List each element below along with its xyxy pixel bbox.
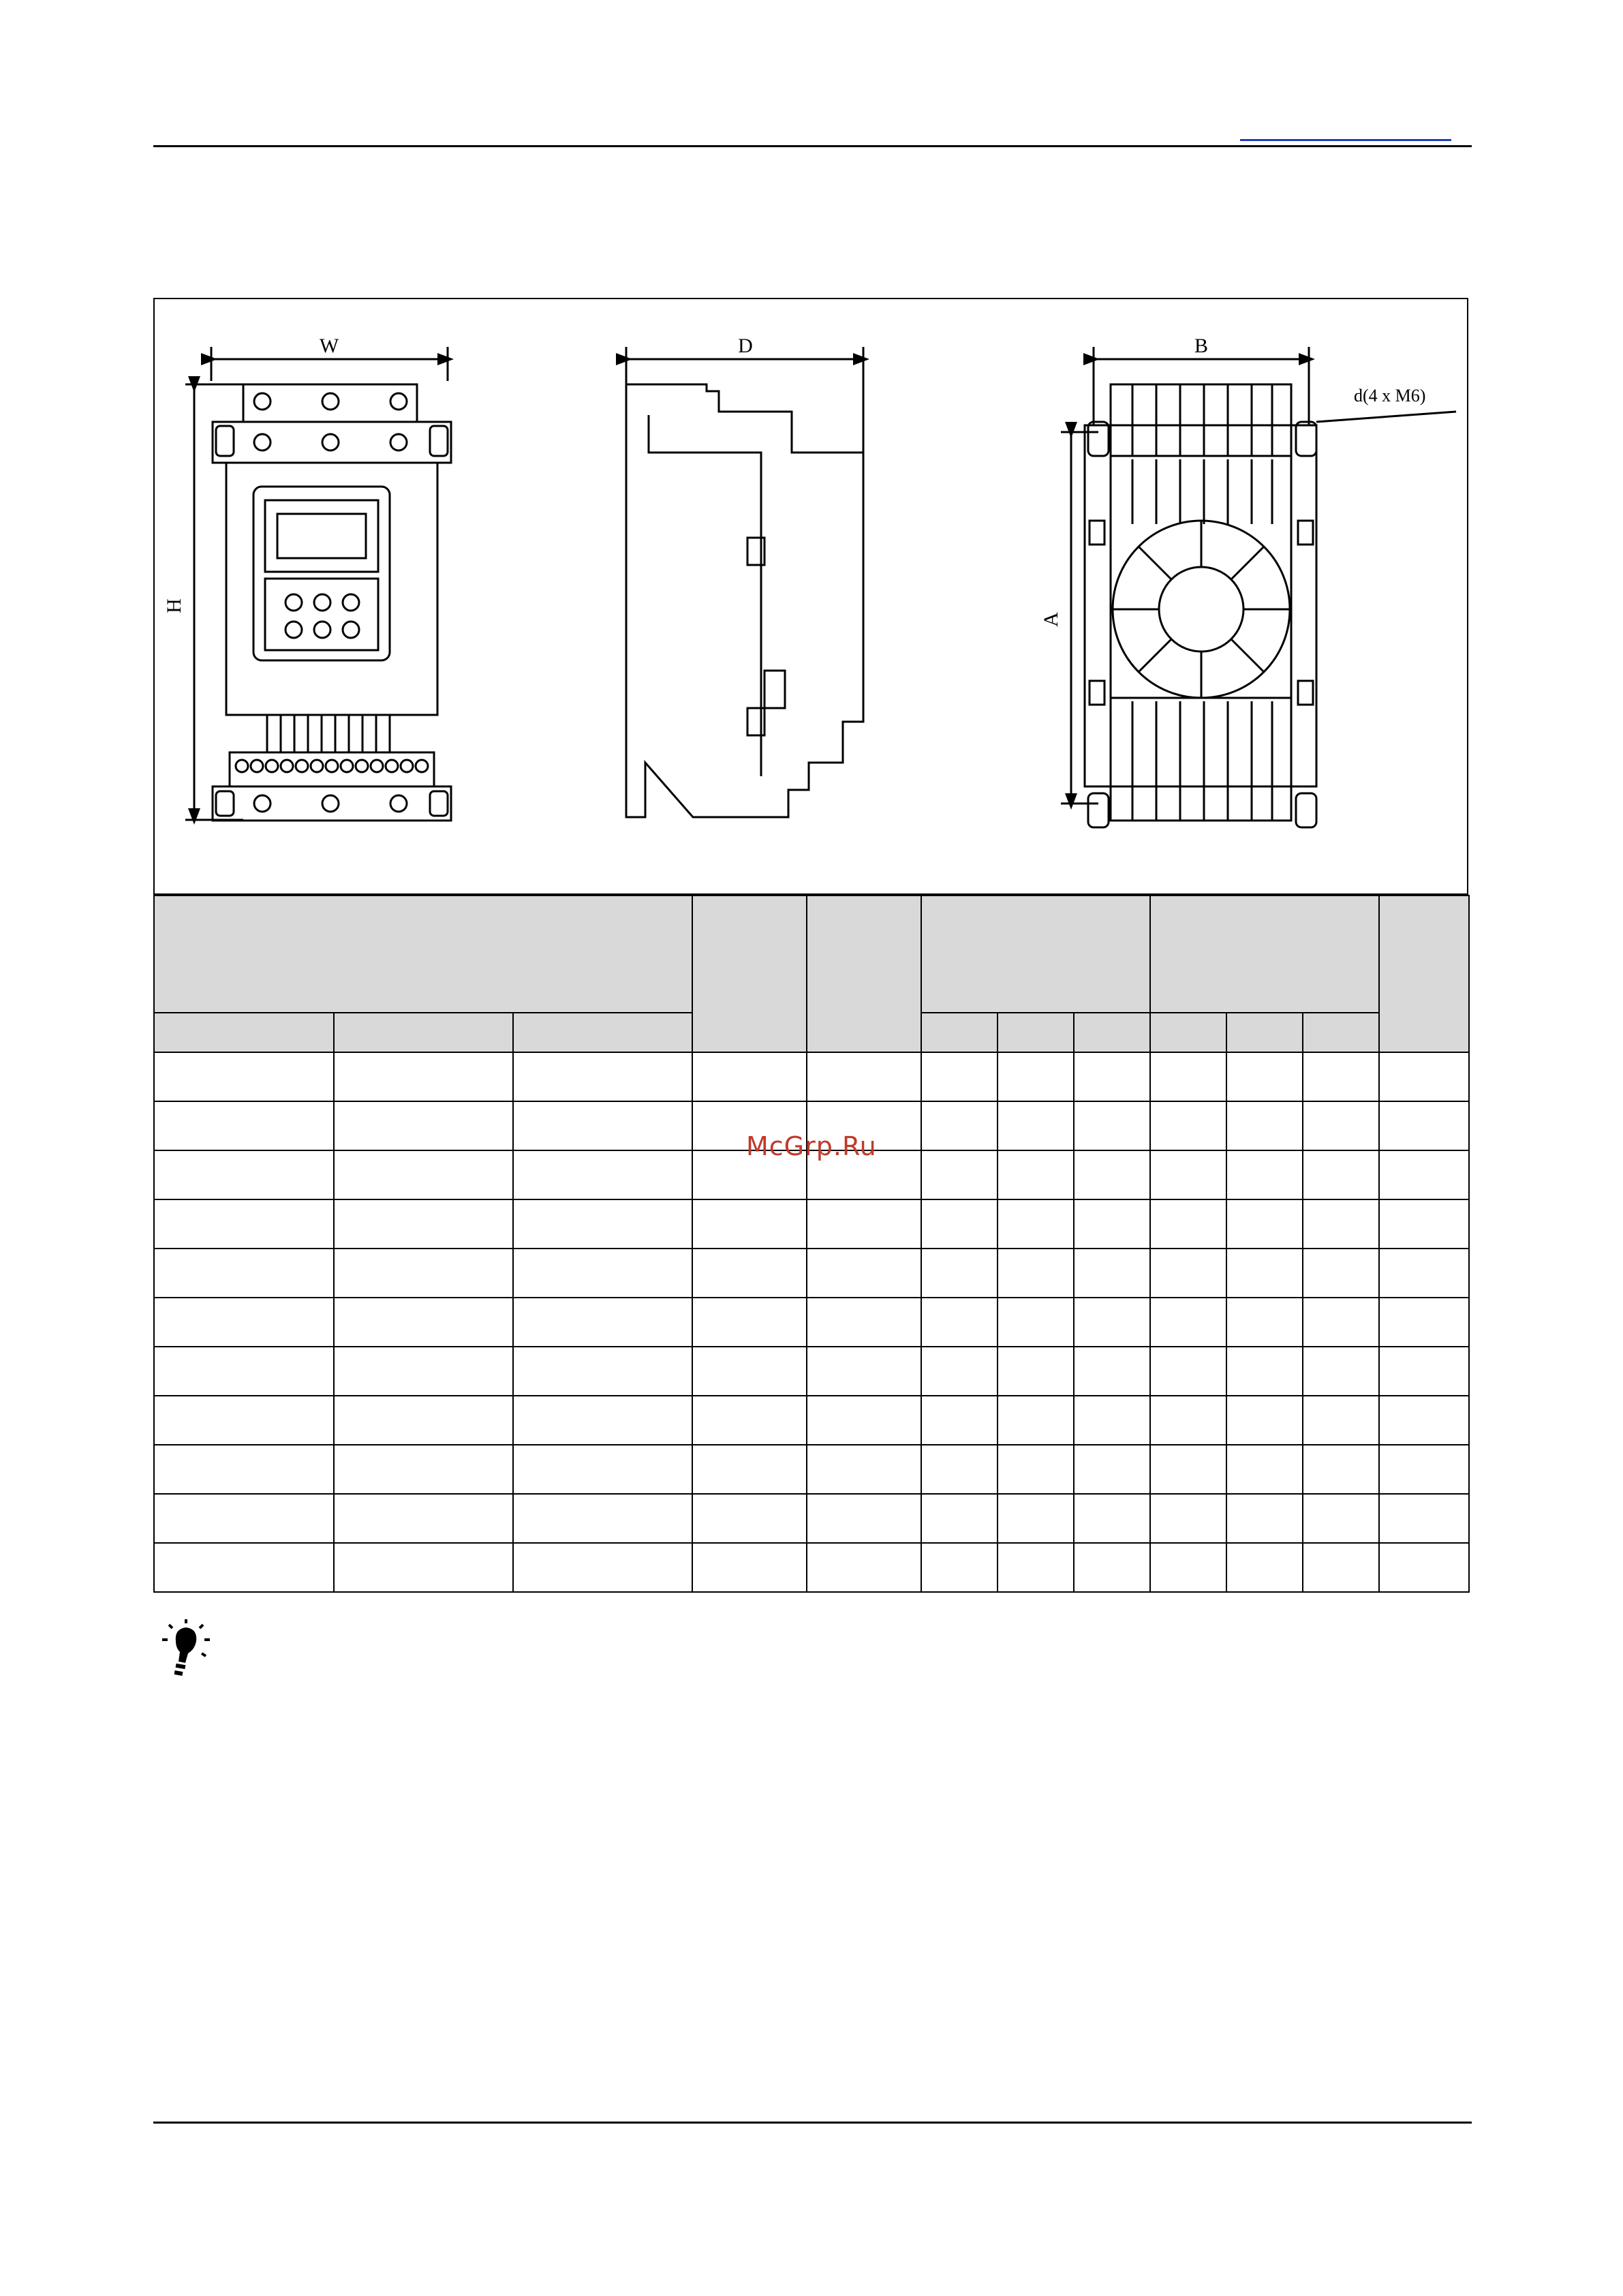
- table-cell: [807, 1052, 921, 1101]
- table-cell: [334, 1445, 513, 1494]
- table-cell: [692, 1249, 807, 1298]
- table-cell: [1379, 1052, 1469, 1101]
- table-cell: [1074, 1298, 1150, 1347]
- table-cell: [1226, 1199, 1303, 1249]
- table-cell: [1150, 1494, 1226, 1543]
- table-cell: [692, 1494, 807, 1543]
- subheader-cell: [1074, 1013, 1150, 1052]
- table-cell: [1074, 1494, 1150, 1543]
- table-cell: [1379, 1298, 1469, 1347]
- header-group-2: [1150, 896, 1379, 1013]
- table-cell: [1226, 1052, 1303, 1101]
- lightbulb-tip-icon: [155, 1614, 220, 1685]
- table-cell: [1150, 1101, 1226, 1150]
- table-cell: [1226, 1101, 1303, 1150]
- table-cell: [807, 1445, 921, 1494]
- table-cell: [921, 1347, 998, 1396]
- table-cell: [1226, 1347, 1303, 1396]
- table-row: [154, 1347, 1469, 1396]
- table-cell: [1303, 1445, 1379, 1494]
- table-cell: [1150, 1249, 1226, 1298]
- table-cell: [1303, 1249, 1379, 1298]
- table-cell: [692, 1445, 807, 1494]
- table-cell: [998, 1199, 1074, 1249]
- table-cell: [513, 1249, 692, 1298]
- table-cell: [1150, 1150, 1226, 1199]
- header-col-4: [692, 896, 807, 1052]
- table-cell: [1074, 1396, 1150, 1445]
- table-cell: [998, 1052, 1074, 1101]
- table-cell: [1074, 1101, 1150, 1150]
- hole-label: d(4 x M6): [1354, 386, 1426, 405]
- table-cell: [513, 1445, 692, 1494]
- table-cell: [154, 1494, 334, 1543]
- table-cell: [1226, 1396, 1303, 1445]
- table-cell: [334, 1150, 513, 1199]
- table-cell: [998, 1445, 1074, 1494]
- rear-view: [1061, 347, 1456, 827]
- table-cell: [334, 1199, 513, 1249]
- table-cell: [1379, 1101, 1469, 1150]
- table-row: [154, 1199, 1469, 1249]
- table-cell: [154, 1150, 334, 1199]
- subheader-cell: [921, 1013, 998, 1052]
- table-cell: [334, 1298, 513, 1347]
- table-cell: [807, 1396, 921, 1445]
- table-cell: [1074, 1052, 1150, 1101]
- table-cell: [807, 1298, 921, 1347]
- table-cell: [921, 1298, 998, 1347]
- table-cell: [1074, 1347, 1150, 1396]
- table-cell: [1150, 1543, 1226, 1592]
- table-cell: [807, 1543, 921, 1592]
- side-view: [626, 347, 863, 817]
- table-cell: [154, 1543, 334, 1592]
- table-cell: [1303, 1494, 1379, 1543]
- table-row: [154, 1445, 1469, 1494]
- height-label: H: [163, 598, 185, 613]
- table-cell: [998, 1396, 1074, 1445]
- dimension-figure: [153, 298, 1468, 895]
- table-cell: [1226, 1150, 1303, 1199]
- table-cell: [513, 1101, 692, 1150]
- table-cell: [154, 1298, 334, 1347]
- table-row: [154, 1298, 1469, 1347]
- table-cell: [1226, 1445, 1303, 1494]
- table-cell: [513, 1052, 692, 1101]
- header-col-5: [807, 896, 921, 1052]
- header-rule: [153, 145, 1472, 147]
- table-row: [154, 1396, 1469, 1445]
- table-cell: [1074, 1445, 1150, 1494]
- table-cell: [513, 1494, 692, 1543]
- table-cell: [1150, 1298, 1226, 1347]
- table-cell: [1303, 1396, 1379, 1445]
- rear-height-label: A: [1040, 612, 1062, 627]
- table-cell: [513, 1347, 692, 1396]
- table-cell: [921, 1150, 998, 1199]
- header-group-1: [921, 896, 1150, 1013]
- table-cell: [807, 1199, 921, 1249]
- table-cell: [1303, 1150, 1379, 1199]
- width-label: W: [319, 335, 339, 357]
- dimension-table: [153, 895, 1470, 1593]
- table-cell: [334, 1396, 513, 1445]
- table-cell: [1303, 1101, 1379, 1150]
- table-cell: [692, 1199, 807, 1249]
- table-cell: [921, 1199, 998, 1249]
- table-cell: [998, 1347, 1074, 1396]
- table-cell: [807, 1249, 921, 1298]
- table-cell: [334, 1101, 513, 1150]
- table-row: [154, 1249, 1469, 1298]
- table-cell: [1303, 1543, 1379, 1592]
- table-cell: [1379, 1199, 1469, 1249]
- table-cell: [692, 1052, 807, 1101]
- footer-rule: [153, 2122, 1472, 2124]
- table-cell: [807, 1347, 921, 1396]
- table-cell: [513, 1199, 692, 1249]
- table-cell: [998, 1249, 1074, 1298]
- table-cell: [334, 1052, 513, 1101]
- table-cell: [334, 1249, 513, 1298]
- table-cell: [1379, 1543, 1469, 1592]
- table-cell: [998, 1298, 1074, 1347]
- table-cell: [154, 1052, 334, 1101]
- table-cell: [1074, 1150, 1150, 1199]
- table-cell: [692, 1347, 807, 1396]
- table-cell: [1150, 1052, 1226, 1101]
- table-cell: [513, 1298, 692, 1347]
- subheader-cell: [154, 1013, 334, 1052]
- subheader-cell: [1150, 1013, 1226, 1052]
- table-cell: [692, 1396, 807, 1445]
- table-cell: [1379, 1396, 1469, 1445]
- table-cell: [154, 1396, 334, 1445]
- table-cell: [998, 1494, 1074, 1543]
- table-cell: [998, 1101, 1074, 1150]
- table-cell: [154, 1199, 334, 1249]
- table-cell: [998, 1150, 1074, 1199]
- subheader-cell: [1303, 1013, 1379, 1052]
- table-cell: [807, 1494, 921, 1543]
- table-cell: [513, 1396, 692, 1445]
- table-cell: [692, 1543, 807, 1592]
- table-cell: [334, 1543, 513, 1592]
- table-cell: [921, 1494, 998, 1543]
- subheader-cell: [998, 1013, 1074, 1052]
- table-cell: [513, 1543, 692, 1592]
- table-cell: [154, 1347, 334, 1396]
- table-cell: [1150, 1445, 1226, 1494]
- table-cell: [692, 1298, 807, 1347]
- dimension-drawings: [155, 299, 1467, 893]
- table-cell: [921, 1052, 998, 1101]
- table-cell: [513, 1150, 692, 1199]
- table-cell: [1226, 1249, 1303, 1298]
- header-col-last: [1379, 896, 1469, 1052]
- table-cell: [1379, 1249, 1469, 1298]
- table-cell: [1226, 1543, 1303, 1592]
- table-cell: [1303, 1199, 1379, 1249]
- table-cell: [921, 1249, 998, 1298]
- table-cell: [1303, 1347, 1379, 1396]
- table-cell: [1074, 1249, 1150, 1298]
- table-cell: [1379, 1494, 1469, 1543]
- table-cell: [154, 1101, 334, 1150]
- table-cell: [1379, 1347, 1469, 1396]
- table-cell: [1226, 1494, 1303, 1543]
- table-cell: [334, 1494, 513, 1543]
- depth-label: D: [738, 335, 753, 357]
- front-view: [185, 347, 451, 821]
- table-cell: [154, 1445, 334, 1494]
- table-cell: [1150, 1347, 1226, 1396]
- subheader-cell: [513, 1013, 692, 1052]
- table-cell: [154, 1249, 334, 1298]
- table-row: [154, 1494, 1469, 1543]
- subheader-cell: [334, 1013, 513, 1052]
- table-cell: [1379, 1445, 1469, 1494]
- table-row: [154, 1052, 1469, 1101]
- table-cell: [334, 1347, 513, 1396]
- table-cell: [921, 1445, 998, 1494]
- table-cell: [921, 1396, 998, 1445]
- table-cell: [1150, 1199, 1226, 1249]
- table-row: [154, 1543, 1469, 1592]
- table-cell: [921, 1543, 998, 1592]
- watermark: McGrp.Ru: [746, 1131, 877, 1161]
- table-cell: [1150, 1396, 1226, 1445]
- table-cell: [1379, 1150, 1469, 1199]
- table-cell: [1226, 1298, 1303, 1347]
- table-cell: [921, 1101, 998, 1150]
- table-cell: [1074, 1543, 1150, 1592]
- table-cell: [1074, 1199, 1150, 1249]
- subheader-cell: [1226, 1013, 1303, 1052]
- table-cell: [998, 1543, 1074, 1592]
- header-model: [154, 896, 692, 1013]
- table-cell: [1303, 1298, 1379, 1347]
- rear-width-label: B: [1194, 335, 1209, 357]
- table-cell: [1303, 1052, 1379, 1101]
- header-link[interactable]: [1240, 139, 1451, 141]
